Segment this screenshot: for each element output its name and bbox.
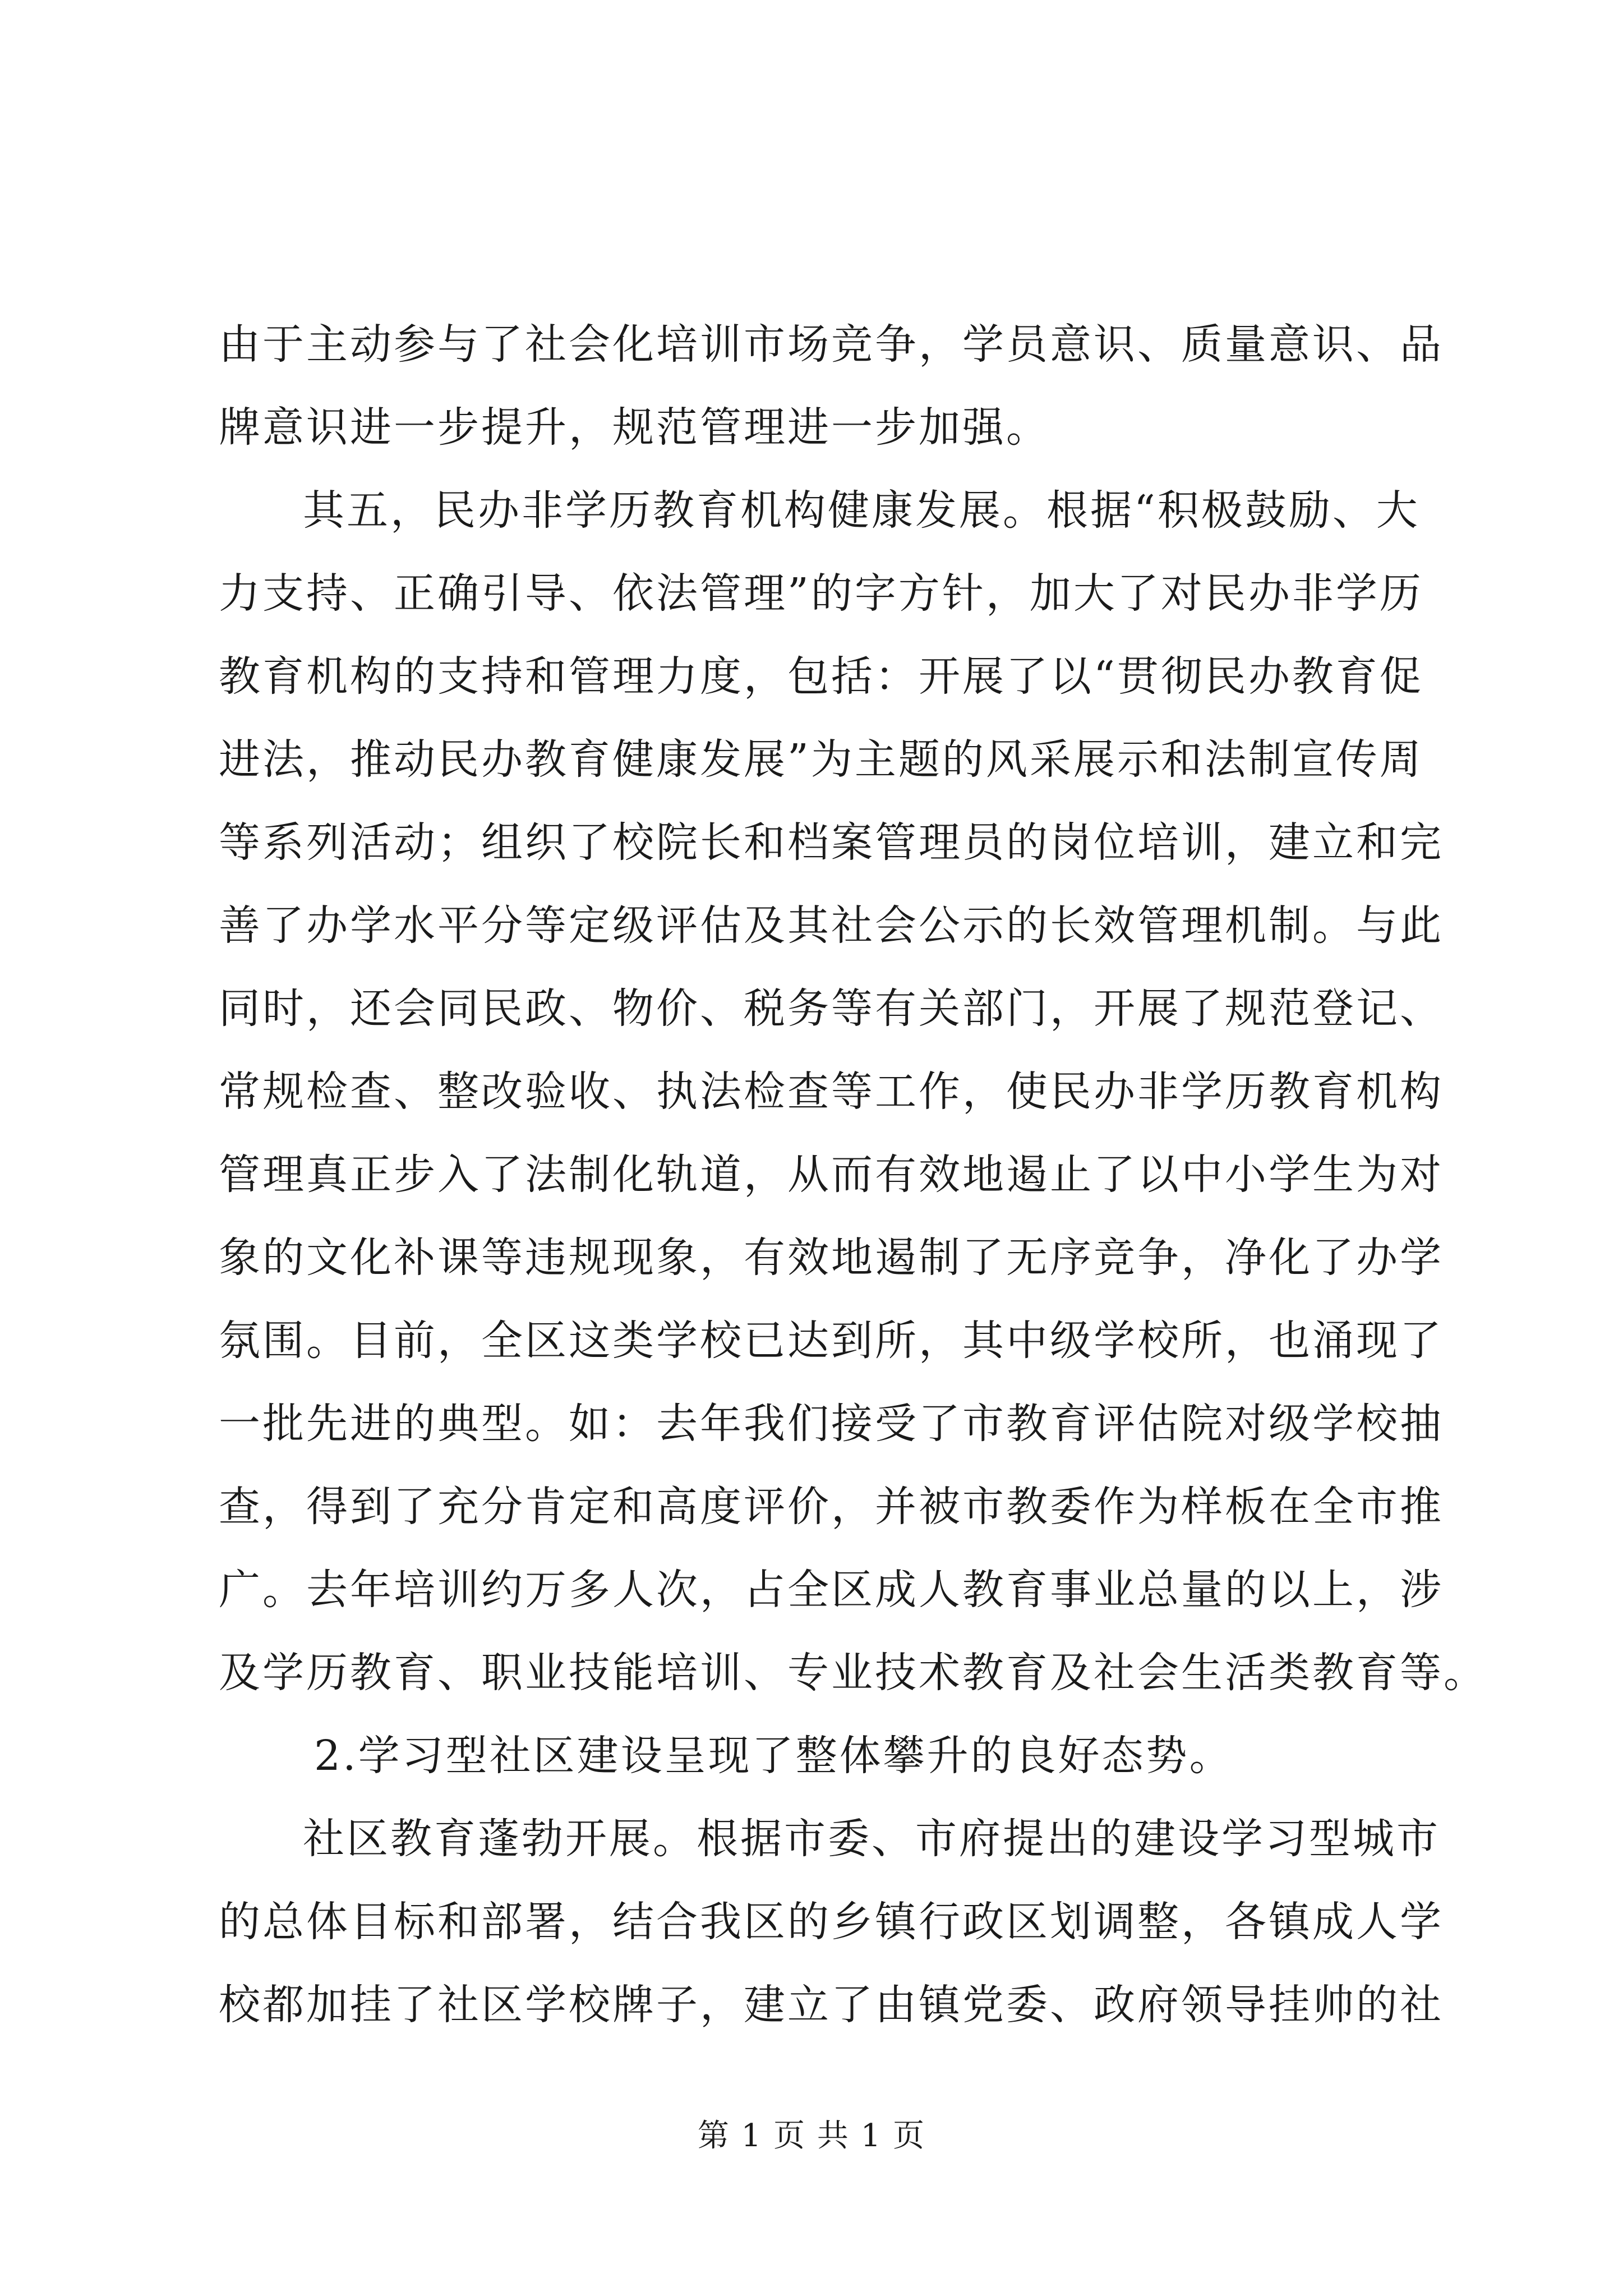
text-line: 查，得到了充分肯定和高度评价，并被市教委作为样板在全市推 bbox=[219, 1483, 1444, 1531]
text-line: 等系列活动；组织了校院长和档案管理员的岗位培训，建立和完 bbox=[219, 818, 1444, 867]
text-line: 象的文化补课等违规现象，有效地遏制了无序竞争，净化了办学 bbox=[219, 1234, 1444, 1282]
text-line: 善了办学水平分等定级评估及其社会公示的长效管理机制。与此 bbox=[219, 901, 1444, 950]
page-footer bbox=[0, 2114, 1623, 2159]
paragraph-start-line: 社区教育蓬勃开展。根据市委、市府提出的建设学习型城市 bbox=[303, 1815, 1440, 1863]
text-line: 校都加挂了社区学校牌子，建立了由镇党委、政府领导挂帅的社 bbox=[219, 1981, 1444, 2029]
text-line: 进法，推动民办教育健康发展”为主题的风采展示和法制宣传周 bbox=[219, 735, 1423, 784]
body-text bbox=[219, 303, 1487, 2046]
text-line: 及学历教育、职业技能培训、专业技术教育及社会生活类教育等。 bbox=[219, 1649, 1487, 1697]
text-line: 一批先进的典型。如：去年我们接受了市教育评估院对级学校抽 bbox=[219, 1400, 1444, 1448]
text-line: 广。去年培训约万多人次，占全区成人教育事业总量的以上，涉 bbox=[219, 1566, 1444, 1614]
paragraph-start-line: 其五，民办非学历教育机构健康发展。根据“积极鼓励、大 bbox=[303, 486, 1420, 535]
text-line: 同时，还会同民政、物价、税务等有关部门，开展了规范登记、 bbox=[219, 984, 1444, 1033]
text-line: 牌意识进一步提升，规范管理进一步加强。 bbox=[219, 403, 1050, 452]
text-line: 由于主动参与了社会化培训市场竞争，学员意识、质量意识、品 bbox=[219, 320, 1444, 369]
text-line: 氛围。目前，全区这类学校已达到所，其中级学校所，也涌现了 bbox=[219, 1317, 1444, 1365]
text-line: 管理真正步入了法制化轨道，从而有效地遏止了以中小学生为对 bbox=[219, 1151, 1444, 1199]
section-heading: 2.学习型社区建设呈现了整体攀升的良好态势。 bbox=[314, 1732, 1233, 1780]
text-line: 力支持、正确引导、依法管理”的字方针，加大了对民办非学历 bbox=[219, 569, 1423, 618]
text-line: 教育机构的支持和管理力度，包括：开展了以“贯彻民办教育促 bbox=[219, 652, 1423, 701]
text-line: 常规检查、整改验收、执法检查等工作，使民办非学历教育机构 bbox=[219, 1068, 1444, 1116]
text-line: 的总体目标和部署，结合我区的乡镇行政区划调整，各镇成人学 bbox=[219, 1898, 1444, 1946]
page-number-label: 第 1 页 共 1 页 bbox=[697, 2118, 926, 2154]
